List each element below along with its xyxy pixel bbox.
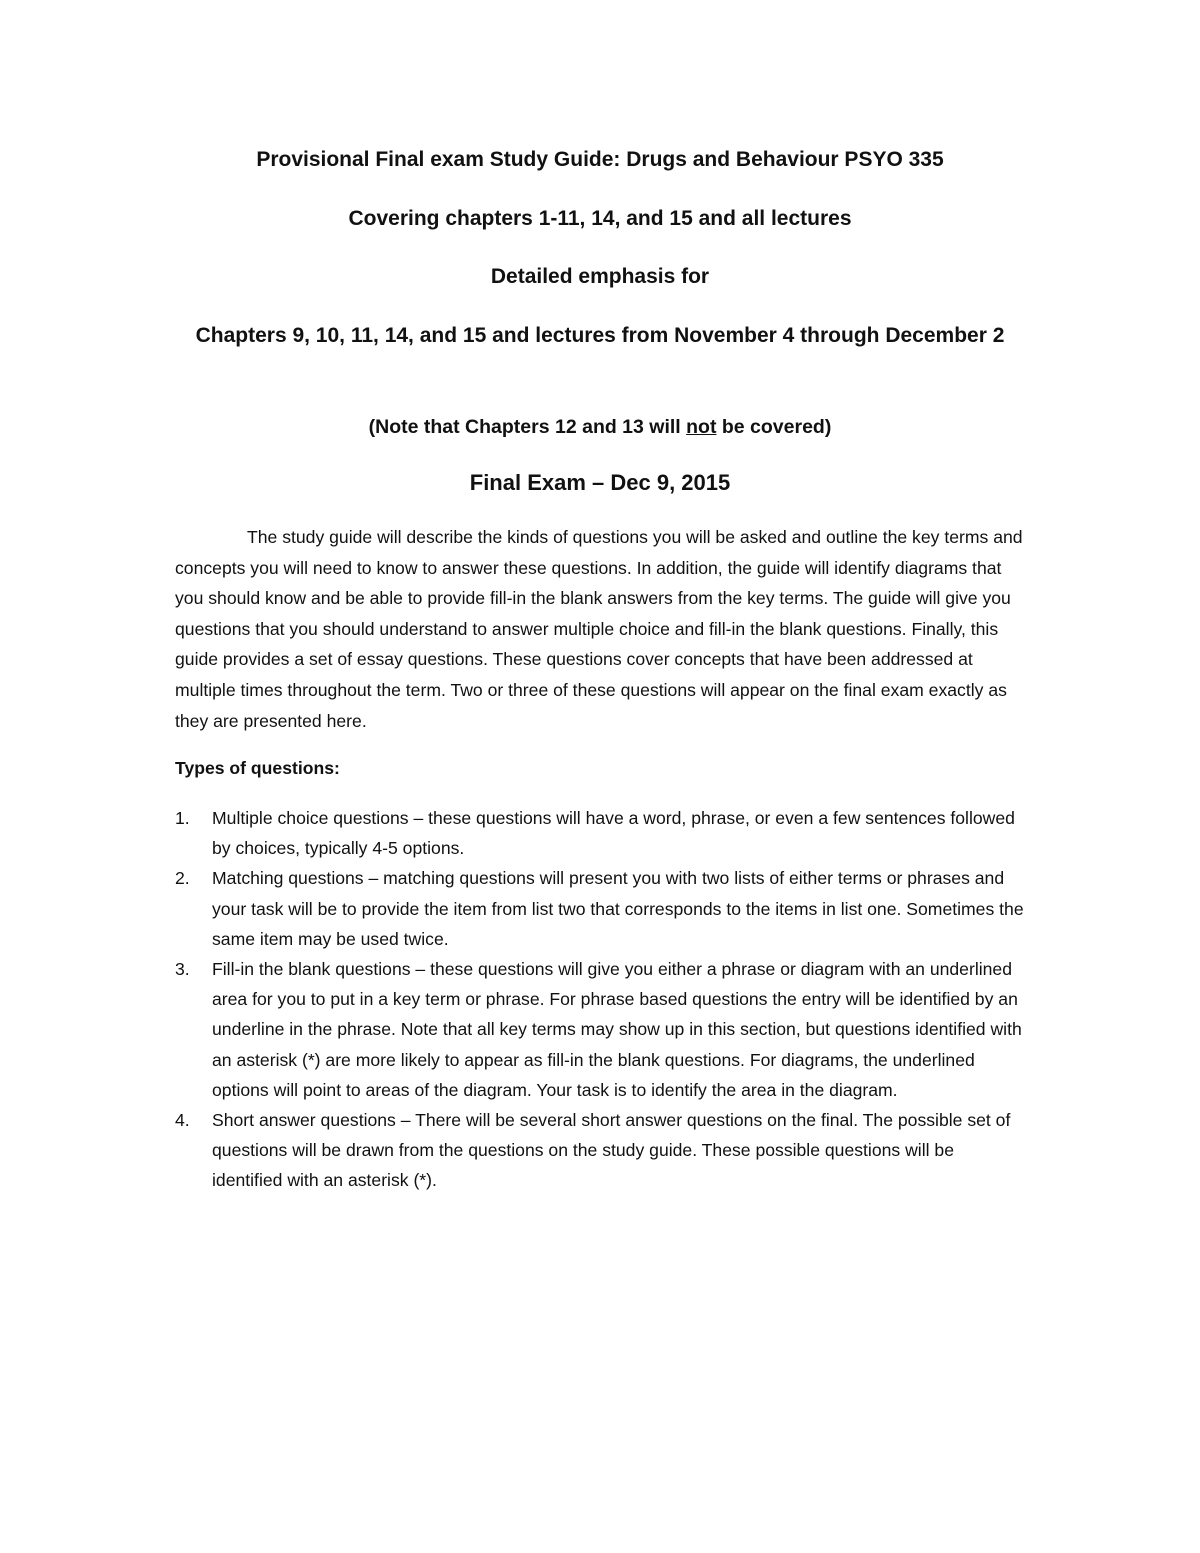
list-item-text: Short answer questions – There will be several short answer questions on the final. The possible set of questions will be drawn from the questions on the study guide. These possible questions will be identified with an asterisk (*). bbox=[212, 1110, 1011, 1191]
list-item-number: 2. bbox=[175, 868, 190, 889]
list-item bbox=[175, 863, 1025, 954]
list-item bbox=[175, 803, 1025, 863]
list-item-number: 4. bbox=[175, 1110, 190, 1131]
list-item-text: Matching questions – matching questions will present you with two lists of either terms or phrases and your task will be to provide the item from list two that corresponds to the items in list one. Sometimes the same item may be used twice. bbox=[212, 868, 1024, 949]
list-item bbox=[175, 954, 1025, 1105]
intro-paragraph: The study guide will describe the kinds of questions you will be asked and outline the key terms and concepts you will need to know to answer these questions. In addition, the guide will identify diagrams that you should know and be able to provide fill-in the blank answers from the key terms. The guide will give you questions that you should understand to answer multiple choice and fill-in the blank questions. Finally, this guide provides a set of essay questions. These questions cover concepts that have been addressed at multiple times throughout the term. Two or three of these questions will appear on the final exam exactly as they are presented here. bbox=[175, 527, 1023, 731]
list-item bbox=[175, 1105, 1025, 1196]
chapters-emphasis-heading: Chapters 9, 10, 11, 14, and 15 and lectures from November 4 through December 2 bbox=[195, 324, 1005, 347]
list-item-number: 3. bbox=[175, 959, 190, 980]
document-title: Provisional Final exam Study Guide: Drugs and Behaviour PSYO 335 bbox=[256, 148, 944, 171]
covering-heading: Covering chapters 1-11, 14, and 15 and all lectures bbox=[348, 207, 852, 230]
note-underlined-word: not bbox=[686, 416, 717, 438]
note-text-after: be covered) bbox=[716, 416, 832, 438]
list-item-number: 1. bbox=[175, 808, 190, 828]
types-of-questions-label: Types of questions: bbox=[175, 758, 340, 778]
note-text-before: (Note that Chapters 12 and 13 will bbox=[368, 416, 687, 438]
detailed-emphasis-heading: Detailed emphasis for bbox=[490, 265, 710, 288]
list-item-text: Fill-in the blank questions – these questions will give you either a phrase or diagram with an underlined area for you to put in a key term or phrase. For phrase based questions the entry will be identified by an underline in the phrase. Note that all key terms may show up in this section, but questions identified with an asterisk (*) are more likely to appear as fill-in the blank questions. For diagrams, the underlined options will point to areas of the diagram. Your task is to identify the area in the diagram. bbox=[212, 959, 1022, 1100]
final-exam-heading: Final Exam – Dec 9, 2015 bbox=[469, 470, 731, 495]
question-types-list bbox=[175, 803, 1025, 1196]
note-heading bbox=[160, 408, 1040, 446]
list-item-text: Multiple choice questions – these questions will have a word, phrase, or even a few sentences followed by choices, typically 4-5 options. bbox=[212, 808, 1015, 859]
